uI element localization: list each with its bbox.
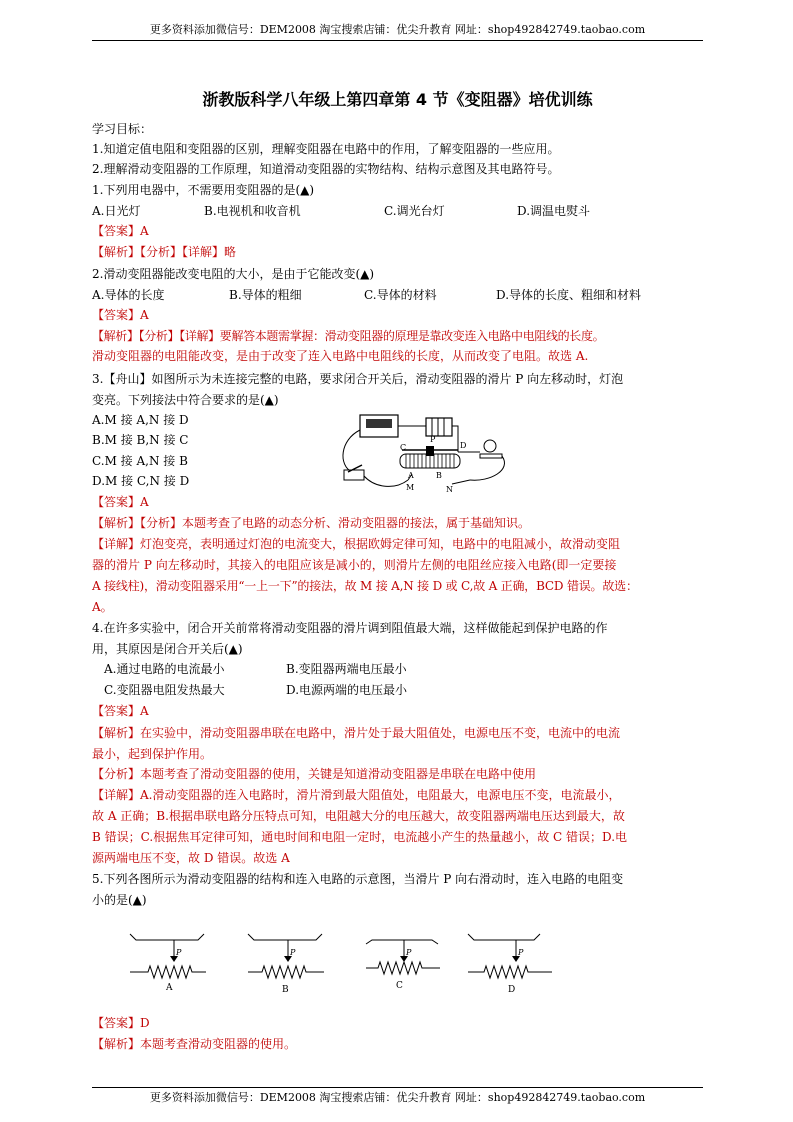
q3-figure-label-d: D [460, 441, 467, 450]
q2-option-a: A.导体的长度 [92, 288, 165, 302]
q5-a-slider-label: P [176, 948, 182, 957]
q5-stem-1: 5.下列各图所示为滑动变阻器的结构和连入电路的示意图，当滑片 P 向右滑动时，连入电路的电阻变 [92, 872, 624, 886]
q2-analysis-2: 滑动变阻器的电阻能改变，是由于改变了连入电路中电阻线的长度，从而改变了电阻。故选 A. [92, 349, 589, 363]
q3-figure-label-p: P [430, 435, 436, 444]
q4-detail-3: B 错误；C.根据焦耳定律可知，通电时间和电阻一定时，电流越小产生的热量越小，故 C 错误；D.电 [92, 830, 628, 844]
q4-analysis-2: 最小，起到保护作用。 [92, 747, 213, 761]
q3-circuit-figure [330, 410, 520, 495]
q1-option-b: B.电视机和收音机 [204, 204, 301, 218]
goals-label: 学习目标： [92, 122, 153, 136]
q2-stem: 2.滑动变阻器能改变电阻的大小，是由于它能改变(▲) [92, 267, 375, 281]
q3-figure-label-n: N [446, 485, 453, 494]
q2-option-d: D.导体的长度、粗细和材料 [496, 288, 642, 302]
q3-figure-label-m: M [406, 483, 415, 492]
q5-diagram-c [366, 940, 440, 991]
q5-label-c: C [396, 981, 403, 991]
q1-option-d: D.调温电熨斗 [517, 204, 591, 218]
q3-detail-2: 器的滑片 P 向左移动时，其接入的电阻应该是减小的，则滑片左侧的电阻丝应接入电路(即一定要接 [92, 558, 617, 572]
q5-label-a: A [166, 983, 173, 993]
q4-option-a: A.通过电路的电流最小 [104, 662, 225, 676]
q5-diagram-b [248, 934, 324, 995]
q4-stem-1: 4.在许多实验中，闭合开关前常将滑动变阻器的滑片调到阻值最大端，这样做能起到保护电路的作 [92, 621, 608, 635]
page-header: 更多资料添加微信号：DEM2008 淘宝搜索店铺：优尖升教育 网址：shop492842749.taobao.com [92, 20, 703, 41]
q4-option-d: D.电源两端的电压最小 [286, 683, 408, 697]
q4-answer: 【答案】A [92, 704, 149, 718]
q4-option-c: C.变阻器电阻发热最大 [104, 683, 225, 697]
q2-option-c: C.导体的材料 [364, 288, 437, 302]
q3-figure-label-c: C [400, 443, 407, 452]
q5-c-slider-label: P [406, 948, 412, 957]
q5-rheostat-diagrams [128, 928, 558, 1000]
q4-analysis-1: 【解析】在实验中，滑动变阻器串联在电路中，滑片处于最大阻值处，电源电压不变，电流中的电流 [92, 726, 621, 740]
q5-analysis: 【解析】本题考查滑动变阻器的使用。 [92, 1037, 297, 1051]
q4-fenxi: 【分析】本题考查了滑动变阻器的使用，关键是知道滑动变阻器是串联在电路中使用 [92, 767, 537, 781]
q3-detail-1: 【详解】灯泡变亮，表明通过灯泡的电流变大，根据欧姆定律可知，电路中的电阻减小，故滑动变阻 [92, 537, 621, 551]
q3-figure-label-a: A [408, 471, 414, 480]
q5-diagram-d [468, 934, 552, 995]
q2-option-b: B.导体的粗细 [229, 288, 302, 302]
q3-detail-4: A。 [92, 600, 113, 614]
q3-option-a: A.M 接 A,N 接 D [92, 413, 189, 427]
q5-diagram-a [130, 934, 206, 993]
q1-answer: 【答案】A [92, 224, 149, 238]
q5-label-d: D [508, 985, 516, 995]
q1-stem: 1.下列用电器中，不需要用变阻器的是(▲) [92, 183, 315, 197]
q4-stem-2: 用，其原因是闭合开关后(▲) [92, 642, 243, 656]
q3-answer: 【答案】A [92, 495, 149, 509]
q3-option-c: C.M 接 A,N 接 B [92, 454, 188, 468]
q5-d-slider-label: P [518, 948, 524, 957]
q3-stem-2: 变亮。下列接法中符合要求的是(▲) [92, 393, 279, 407]
q1-analysis: 【解析】【分析】【详解】略 [92, 245, 237, 259]
goal-1: 1.知道定值电阻和变阻器的区别，理解变阻器在电路中的作用，了解变阻器的一些应用。 [92, 142, 560, 156]
page-title: 浙教版科学八年级上第四章第 4 节《变阻器》培优训练 [202, 90, 593, 109]
q3-option-b: B.M 接 B,N 接 C [92, 433, 189, 447]
q2-answer: 【答案】A [92, 308, 149, 322]
page-footer: 更多资料添加微信号：DEM2008 淘宝搜索店铺：优尖升教育 网址：shop492842749.taobao.com [92, 1087, 703, 1108]
q4-option-b: B.变阻器两端电压最小 [286, 662, 407, 676]
goal-2: 2.理解滑动变阻器的工作原理，知道滑动变阻器的实物结构、结构示意图及其电路符号。 [92, 162, 560, 176]
q5-answer: 【答案】D [92, 1016, 150, 1030]
q2-analysis-1: 【解析】【分析】【详解】要解答本题需掌握：滑动变阻器的原理是靠改变连入电路中电阻线的长度。 [92, 329, 605, 343]
q5-b-slider-label: P [290, 948, 296, 957]
q4-detail-4: 源两端电压不变，故 D 错误。故选 A [92, 851, 290, 865]
q1-option-c: C.调光台灯 [384, 204, 445, 218]
q3-analysis: 【解析】【分析】本题考查了电路的动态分析、滑动变阻器的接法，属于基础知识。 [92, 516, 531, 530]
q3-figure-label-b: B [436, 471, 442, 480]
q1-option-a: A.日光灯 [92, 204, 141, 218]
q4-detail-2: 故 A 正确；B.根据串联电路分压特点可知，电阻越大分的电压越大，故变阻器两端电压达到最大，故 [92, 809, 625, 823]
q3-stem-1: 3.【舟山】如图所示为未连接完整的电路，要求闭合开关后，滑动变阻器的滑片 P 向左移动时，灯泡 [92, 372, 624, 386]
q5-label-b: B [282, 985, 289, 995]
q3-option-d: D.M 接 C,N 接 D [92, 474, 190, 488]
q4-detail-1: 【详解】A.滑动变阻器的连入电路时，滑片滑到最大阻值处，电阻最大，电源电压不变，电流最小， [92, 788, 621, 802]
q3-detail-3: A 接线柱)，滑动变阻器采用“一上一下”的接法，故 M 接 A,N 接 D 或 C,故 A 正确，BCD 错误。故选： [92, 579, 638, 593]
q5-stem-2: 小的是(▲) [92, 893, 147, 907]
